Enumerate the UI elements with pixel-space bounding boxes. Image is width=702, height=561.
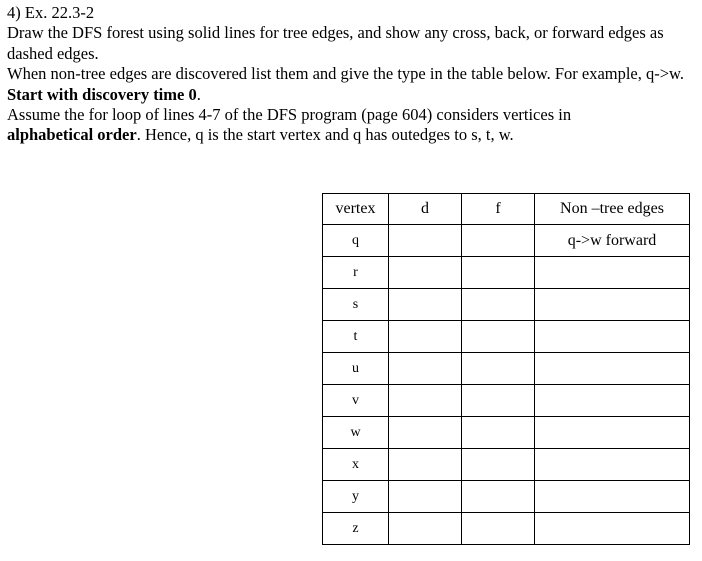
non-tree-edges-cell[interactable] [535, 449, 690, 481]
header-vertex: vertex [323, 194, 389, 225]
header-non-tree-edges: Non –tree edges [535, 194, 690, 225]
finish-time-cell[interactable] [462, 353, 535, 385]
header-f: f [462, 194, 535, 225]
table-row [323, 353, 690, 385]
vertex-cell: w [323, 417, 389, 449]
discovery-time-cell[interactable] [389, 225, 462, 257]
discovery-time-cell[interactable] [389, 385, 462, 417]
header-d: d [389, 194, 462, 225]
discovery-time-cell[interactable] [389, 321, 462, 353]
alphabetical-order-bold: alphabetical order [7, 125, 137, 145]
instruction-list-edges: When non-tree edges are discovered list them and give the type in the table below. For example, q->w. [7, 64, 685, 84]
table-row [323, 321, 690, 353]
table-header-row [323, 194, 690, 225]
table-row [323, 481, 690, 513]
vertex-cell: v [323, 385, 389, 417]
discovery-time-cell[interactable] [389, 417, 462, 449]
table-row [323, 225, 690, 257]
instruction-draw-forest: Draw the DFS forest using solid lines for tree edges, and show any cross, back, or forward edges as dashed edges. [7, 23, 664, 63]
problem-heading: 4) Ex. 22.3-2 [7, 3, 95, 22]
vertex-cell: t [323, 321, 389, 353]
non-tree-edges-cell[interactable] [535, 353, 690, 385]
vertex-cell: y [323, 481, 389, 513]
vertex-cell: z [323, 513, 389, 545]
non-tree-edges-cell[interactable] [535, 289, 690, 321]
problem-text [7, 3, 697, 146]
non-tree-edges-cell[interactable]: q->w forward [535, 225, 690, 257]
discovery-time-cell[interactable] [389, 481, 462, 513]
non-tree-edges-cell[interactable] [535, 513, 690, 545]
table-body [323, 225, 690, 545]
table-row [323, 289, 690, 321]
start-time-period: . [196, 84, 201, 104]
discovery-time-cell[interactable] [389, 257, 462, 289]
finish-time-cell[interactable] [462, 481, 535, 513]
non-tree-edges-cell[interactable] [535, 385, 690, 417]
table-row [323, 513, 690, 545]
finish-time-cell[interactable] [462, 321, 535, 353]
vertex-cell: r [323, 257, 389, 289]
vertex-cell: s [323, 289, 389, 321]
discovery-time-cell[interactable] [389, 513, 462, 545]
vertex-cell: x [323, 449, 389, 481]
instruction-loop-order [7, 105, 697, 146]
table-row [323, 449, 690, 481]
discovery-time-cell[interactable] [389, 289, 462, 321]
table-row [323, 257, 690, 289]
finish-time-cell[interactable] [462, 513, 535, 545]
non-tree-edges-cell[interactable] [535, 481, 690, 513]
table-row [323, 385, 690, 417]
discovery-time-cell[interactable] [389, 353, 462, 385]
start-time-bold: Start with discovery time 0 [7, 84, 197, 104]
finish-time-cell[interactable] [462, 417, 535, 449]
non-tree-edges-cell[interactable] [535, 257, 690, 289]
discovery-time-cell[interactable] [389, 449, 462, 481]
loop-order-text: Assume the for loop of lines 4-7 of the DFS program (page 604) considers vertices in [7, 105, 572, 125]
table-row [323, 417, 690, 449]
vertex-cell: q [323, 225, 389, 257]
instruction-start-time [7, 85, 697, 105]
finish-time-cell[interactable] [462, 257, 535, 289]
start-vertex-text: . Hence, q is the start vertex and q has outedges to s, t, w. [136, 125, 514, 145]
vertex-cell: u [323, 353, 389, 385]
finish-time-cell[interactable] [462, 225, 535, 257]
dfs-table [322, 193, 690, 545]
finish-time-cell[interactable] [462, 449, 535, 481]
finish-time-cell[interactable] [462, 385, 535, 417]
finish-time-cell[interactable] [462, 289, 535, 321]
non-tree-edges-cell[interactable] [535, 321, 690, 353]
non-tree-edges-cell[interactable] [535, 417, 690, 449]
